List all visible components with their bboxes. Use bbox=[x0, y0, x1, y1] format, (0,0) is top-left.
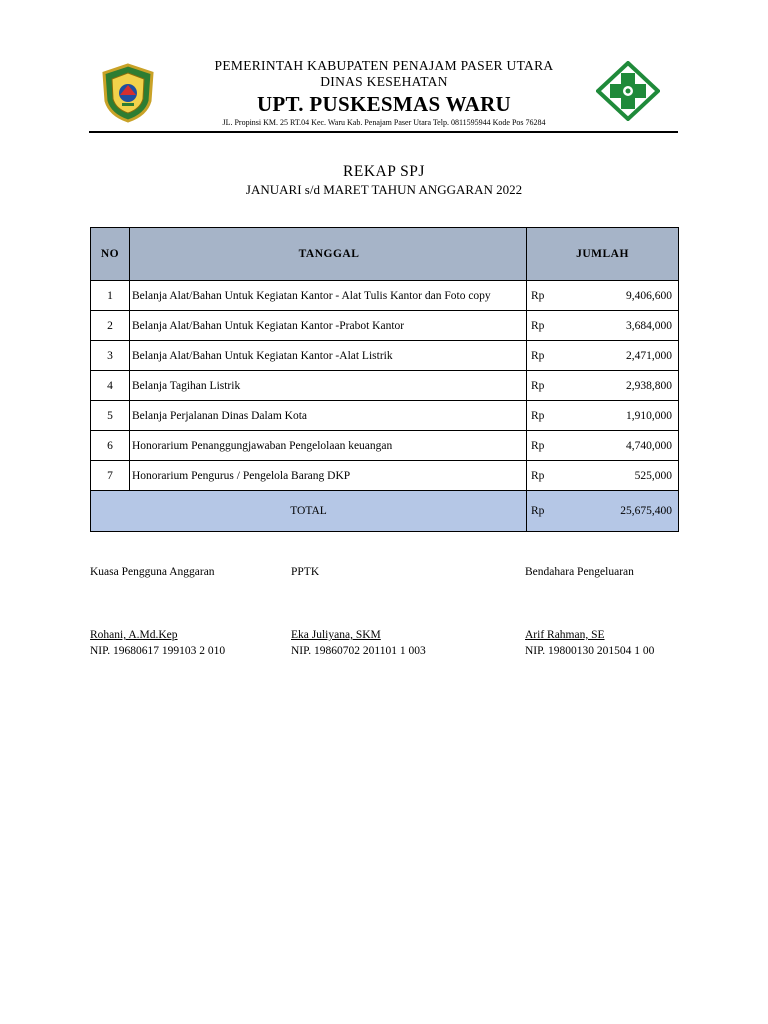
row-amount: 1,910,000 bbox=[561, 401, 679, 431]
row-amount: 525,000 bbox=[561, 461, 679, 491]
signature-nip-pptk: NIP. 19860702 201101 1 003 bbox=[291, 645, 426, 657]
signature-role-pptk: PPTK bbox=[291, 566, 320, 578]
table-row bbox=[91, 401, 679, 431]
puskesmas-cross-icon bbox=[596, 61, 660, 121]
row-description: Belanja Perjalanan Dinas Dalam Kota bbox=[130, 401, 527, 431]
header-institution-title: UPT. PUSKESMAS WARU bbox=[256, 92, 512, 116]
signature-role-bendahara: Bendahara Pengeluaran bbox=[525, 566, 634, 578]
row-currency: Rp bbox=[527, 401, 562, 431]
row-description: Honorarium Pengurus / Pengelola Barang DKP bbox=[130, 461, 527, 491]
header-address: JL. Propinsi KM. 25 RT.04 Kec. Waru Kab. Penajam Paser Utara Telp. 0811595944 Kode Pos 76284 bbox=[222, 118, 546, 127]
row-number: 6 bbox=[91, 431, 130, 461]
table-row bbox=[91, 431, 679, 461]
header-government-name: PEMERINTAH KABUPATEN PENAJAM PASER UTARA bbox=[214, 58, 554, 73]
total-label: TOTAL bbox=[91, 491, 527, 532]
table-row bbox=[91, 281, 679, 311]
row-amount: 3,684,000 bbox=[561, 311, 679, 341]
row-description: Belanja Alat/Bahan Untuk Kegiatan Kantor -Prabot Kantor bbox=[130, 311, 527, 341]
row-description: Honorarium Penanggungjawaban Pengelolaan keuangan bbox=[130, 431, 527, 461]
rekap-table bbox=[90, 227, 679, 532]
row-number: 3 bbox=[91, 341, 130, 371]
letterhead-divider bbox=[89, 131, 678, 133]
row-number: 7 bbox=[91, 461, 130, 491]
row-currency: Rp bbox=[527, 281, 562, 311]
row-currency: Rp bbox=[527, 461, 562, 491]
row-amount: 2,938,800 bbox=[561, 371, 679, 401]
row-currency: Rp bbox=[527, 341, 562, 371]
table-header-row bbox=[91, 228, 679, 281]
document-title: REKAP SPJ bbox=[343, 163, 425, 180]
row-currency: Rp bbox=[527, 371, 562, 401]
total-currency: Rp bbox=[527, 491, 562, 532]
total-amount: 25,675,400 bbox=[561, 491, 679, 532]
row-currency: Rp bbox=[527, 311, 562, 341]
row-description: Belanja Alat/Bahan Untuk Kegiatan Kantor -Alat Listrik bbox=[130, 341, 527, 371]
row-number: 5 bbox=[91, 401, 130, 431]
row-amount: 4,740,000 bbox=[561, 431, 679, 461]
row-number: 1 bbox=[91, 281, 130, 311]
header-department-name: DINAS KESEHATAN bbox=[320, 74, 448, 89]
column-header-description: TANGGAL bbox=[130, 228, 527, 281]
signature-name-kpa: Rohani, A.Md.Kep bbox=[90, 629, 178, 641]
table-row bbox=[91, 341, 679, 371]
regency-crest-icon bbox=[100, 63, 156, 123]
row-amount: 9,406,600 bbox=[561, 281, 679, 311]
table-row bbox=[91, 311, 679, 341]
row-number: 4 bbox=[91, 371, 130, 401]
row-number: 2 bbox=[91, 311, 130, 341]
signature-nip-bendahara: NIP. 19800130 201504 1 00 bbox=[525, 645, 655, 657]
table-total-row bbox=[91, 491, 679, 532]
signature-role-kpa: Kuasa Pengguna Anggaran bbox=[90, 566, 215, 578]
document-subtitle: JANUARI s/d MARET TAHUN ANGGARAN 2022 bbox=[245, 182, 523, 197]
row-currency: Rp bbox=[527, 431, 562, 461]
signature-name-bendahara: Arif Rahman, SE bbox=[525, 629, 605, 641]
table-row bbox=[91, 461, 679, 491]
row-description: Belanja Tagihan Listrik bbox=[130, 371, 527, 401]
row-amount: 2,471,000 bbox=[561, 341, 679, 371]
column-header-no: NO bbox=[91, 228, 130, 281]
column-header-amount: JUMLAH bbox=[527, 228, 679, 281]
signature-nip-kpa: NIP. 19680617 199103 2 010 bbox=[90, 645, 226, 657]
row-description: Belanja Alat/Bahan Untuk Kegiatan Kantor - Alat Tulis Kantor dan Foto copy bbox=[130, 281, 527, 311]
table-row bbox=[91, 371, 679, 401]
signature-name-pptk: Eka Juliyana, SKM bbox=[291, 629, 381, 641]
